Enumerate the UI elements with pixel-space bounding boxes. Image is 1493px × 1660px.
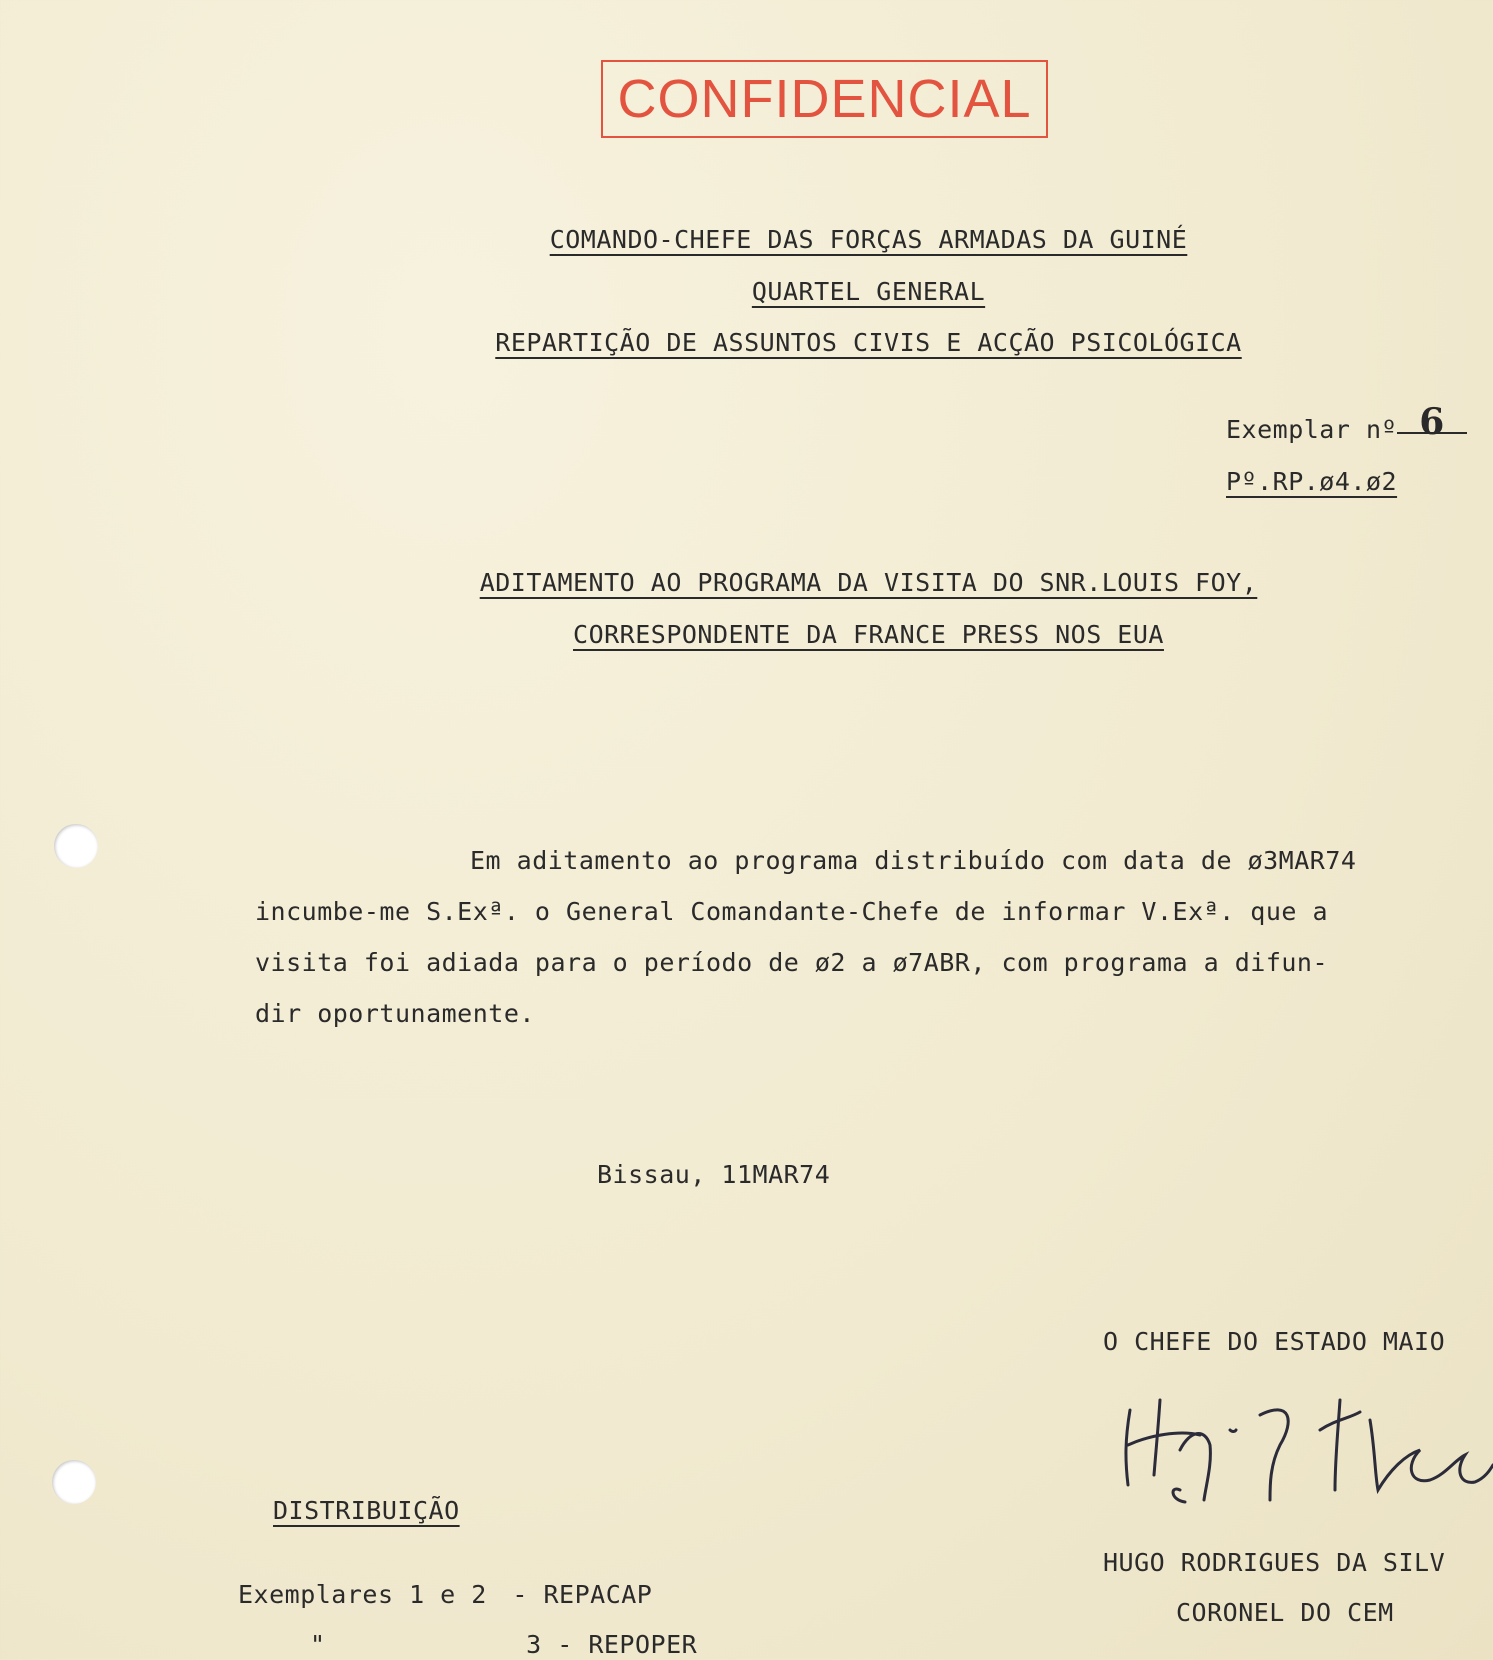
- distribution-row-2: [310, 1630, 697, 1659]
- distribution-heading: DISTRIBUIÇÃO: [273, 1496, 460, 1525]
- body-line-4: dir oportunamente.: [255, 999, 535, 1028]
- distribution-row-1: [238, 1580, 652, 1609]
- confidential-stamp: CONFIDENCIAL: [601, 60, 1048, 138]
- punch-hole-bottom: [52, 1460, 96, 1504]
- body-line-1: Em aditamento ao programa distribuído com data de ø3MAR74: [470, 846, 1357, 875]
- distribution-row-2-label: ": [310, 1630, 326, 1659]
- subject-line-1: ADITAMENTO AO PROGRAMA DA VISITA DO SNR.LOUIS FOY,: [479, 568, 1258, 597]
- copy-number-value: 6: [1397, 412, 1467, 434]
- copy-number-label: Exemplar nº: [1226, 415, 1398, 444]
- signatory-rank: CORONEL DO CEM: [1176, 1598, 1394, 1627]
- body-line-3: visita foi adiada para o período de ø2 a ø7ABR, com programa a difun-: [255, 948, 1329, 977]
- handwritten-signature: [1120, 1390, 1493, 1514]
- file-reference: Pº.RP.ø4.ø2: [1226, 467, 1398, 496]
- signatory-title: O CHEFE DO ESTADO MAIO: [1103, 1327, 1446, 1356]
- header-department: REPARTIÇÃO DE ASSUNTOS CIVIS E ACÇÃO PSICOLÓGICA: [495, 328, 1242, 357]
- distribution-row-2-dest: 3 - REPOPER: [526, 1630, 698, 1659]
- punch-hole-top: [54, 824, 98, 868]
- subject-line-2: CORRESPONDENTE DA FRANCE PRESS NOS EUA: [573, 620, 1164, 649]
- copy-number-field: [1226, 401, 1467, 444]
- place-date: Bissau, 11MAR74: [597, 1160, 831, 1189]
- body-line-2: incumbe-me S.Exª. o General Comandante-Chefe de informar V.Exª. que a: [255, 897, 1329, 926]
- distribution-row-1-label: Exemplares 1 e 2: [238, 1580, 487, 1609]
- distribution-row-1-dest: - REPACAP: [512, 1580, 653, 1609]
- header-command: COMANDO-CHEFE DAS FORÇAS ARMADAS DA GUINÉ: [549, 225, 1188, 254]
- signatory-name: HUGO RODRIGUES DA SILV: [1103, 1548, 1446, 1577]
- body-text: [255, 835, 1485, 1039]
- header-hq: QUARTEL GENERAL: [751, 277, 986, 306]
